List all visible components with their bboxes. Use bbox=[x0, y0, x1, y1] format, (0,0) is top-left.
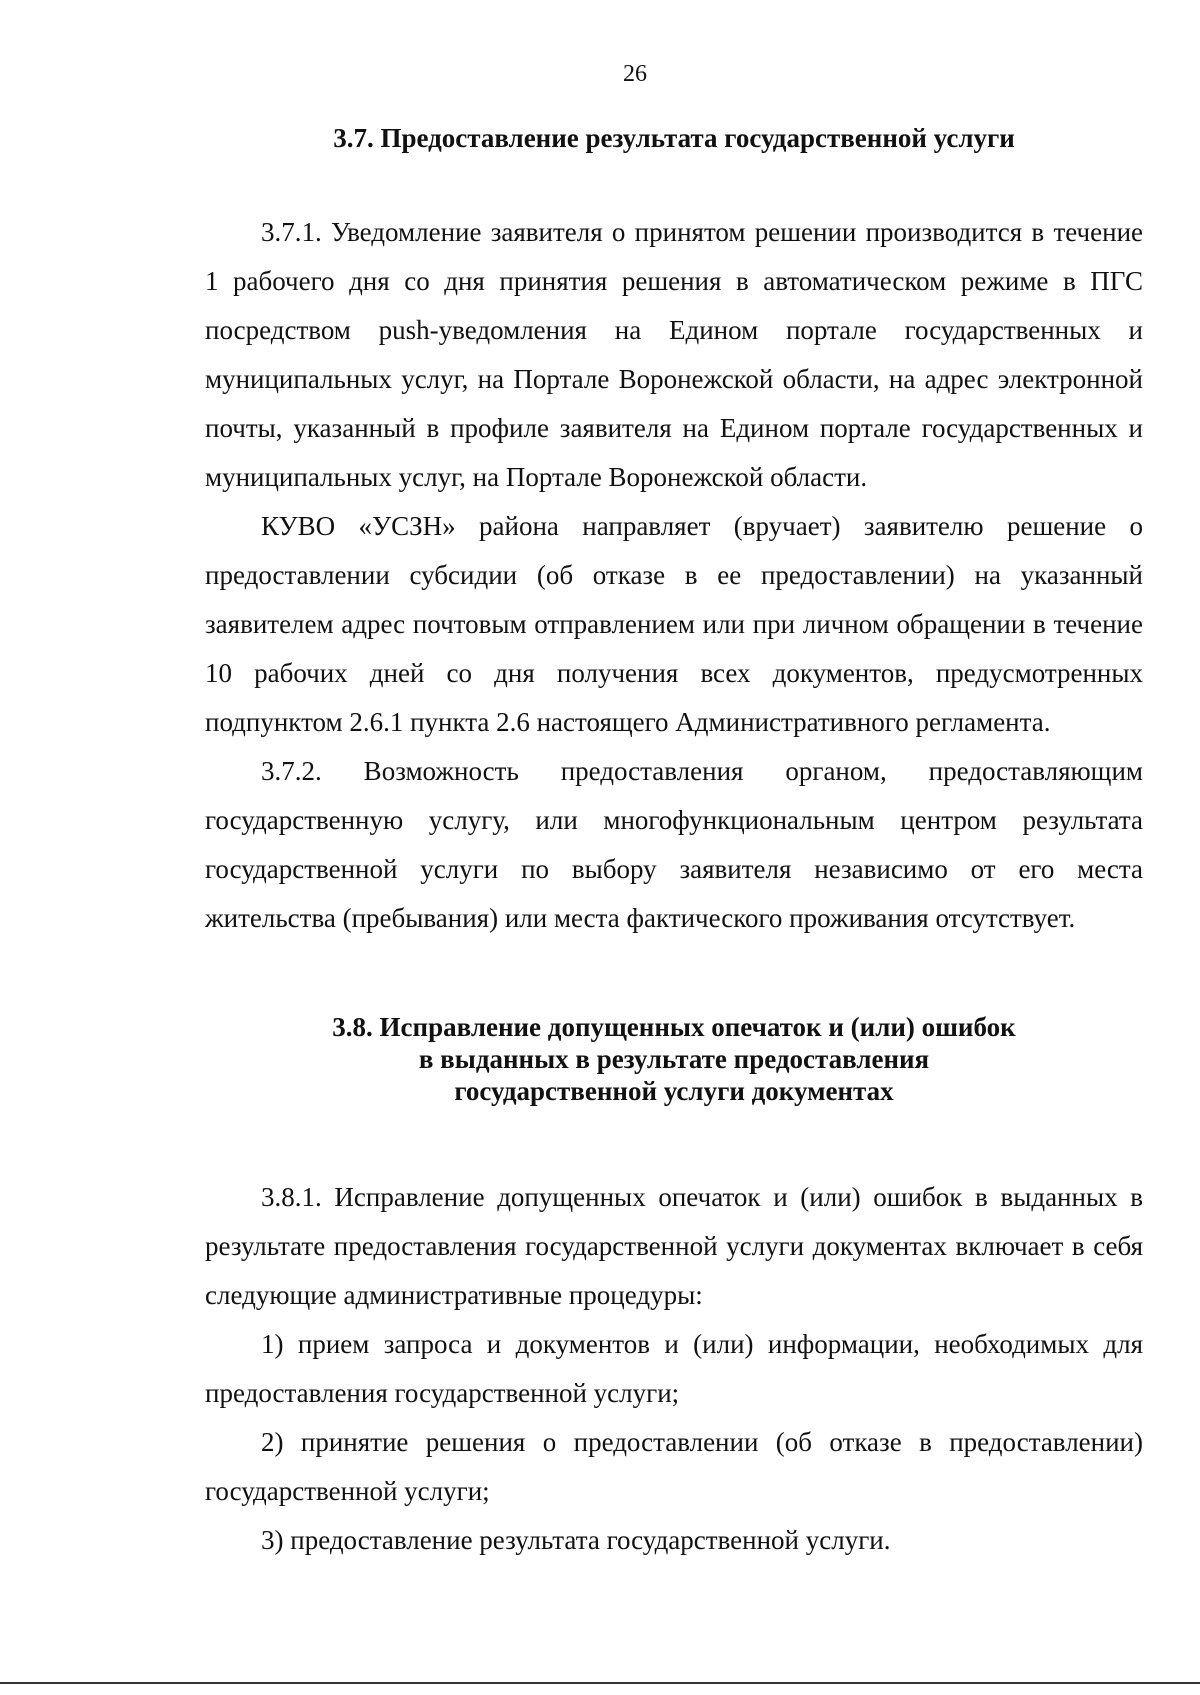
section-3-8-heading bbox=[205, 1011, 1143, 1107]
page-number: 26 bbox=[623, 61, 647, 87]
paragraph-3-7-1: 3.7.1. Уведомление заявителя о принятом решении производится в течение 1 рабочего дня со дня принятия решения в автоматическом режиме в ПГС посредством push-уведомления на Едином портале государственных и муниципальных услуг, на Портале Воронежской области, на адрес электронной почты, указанный в профиле заявителя на Едином портале государственных и муниципальных услуг, на Портале Воронежской области. bbox=[205, 217, 1143, 492]
paragraph-3-7-2: 3.7.2. Возможность предоставления органом, предоставляющим государственную услугу, или многофункциональным центром результата государственной услуги по выбору заявителя независимо от его места жительства (пребывания) или места фактического проживания отсутствует. bbox=[205, 756, 1143, 933]
spacer bbox=[205, 154, 1143, 208]
paragraph-kuvo-uszn: КУВО «УСЗН» района направляет (вручает) заявителю решение о предоставлении субсидии (об отказе в ее предоставлении) на указанный заявителем адрес почтовым отправлением или при личном обращении в течение 10 рабочих дней со дня получения всех документов, предусмотренных подпунктом 2.6.1 пункта 2.6 настоящего Административного регламента. bbox=[205, 511, 1143, 737]
paragraph-3-8-1: 3.8.1. Исправление допущенных опечаток и (или) ошибок в выданных в результате предоставления государственной услуги документах включает в себя следующие административные процедуры: bbox=[205, 1182, 1143, 1310]
section-3-8-heading-line-3: государственной услуги документах bbox=[454, 1076, 894, 1106]
list-item-3: 3) предоставление результата государственной услуги. bbox=[261, 1525, 891, 1555]
list-item-1: 1) прием запроса и документов и (или) информации, необходимых для предоставления государственной услуги; bbox=[205, 1329, 1143, 1408]
section-3-8-heading-line-1: 3.8. Исправление допущенных опечаток и (или) ошибок bbox=[332, 1012, 1016, 1042]
list-item-2: 2) принятие решения о предоставлении (об отказе в предоставлении) государственной услуги; bbox=[205, 1427, 1143, 1506]
page-content bbox=[205, 115, 1143, 1565]
section-3-7-heading: 3.7. Предоставление результата государственной услуги bbox=[333, 123, 1015, 153]
section-3-8-heading-line-2: в выданных в результате предоставления bbox=[418, 1044, 930, 1074]
bottom-divider bbox=[0, 1682, 1200, 1684]
spacer bbox=[205, 1107, 1143, 1173]
